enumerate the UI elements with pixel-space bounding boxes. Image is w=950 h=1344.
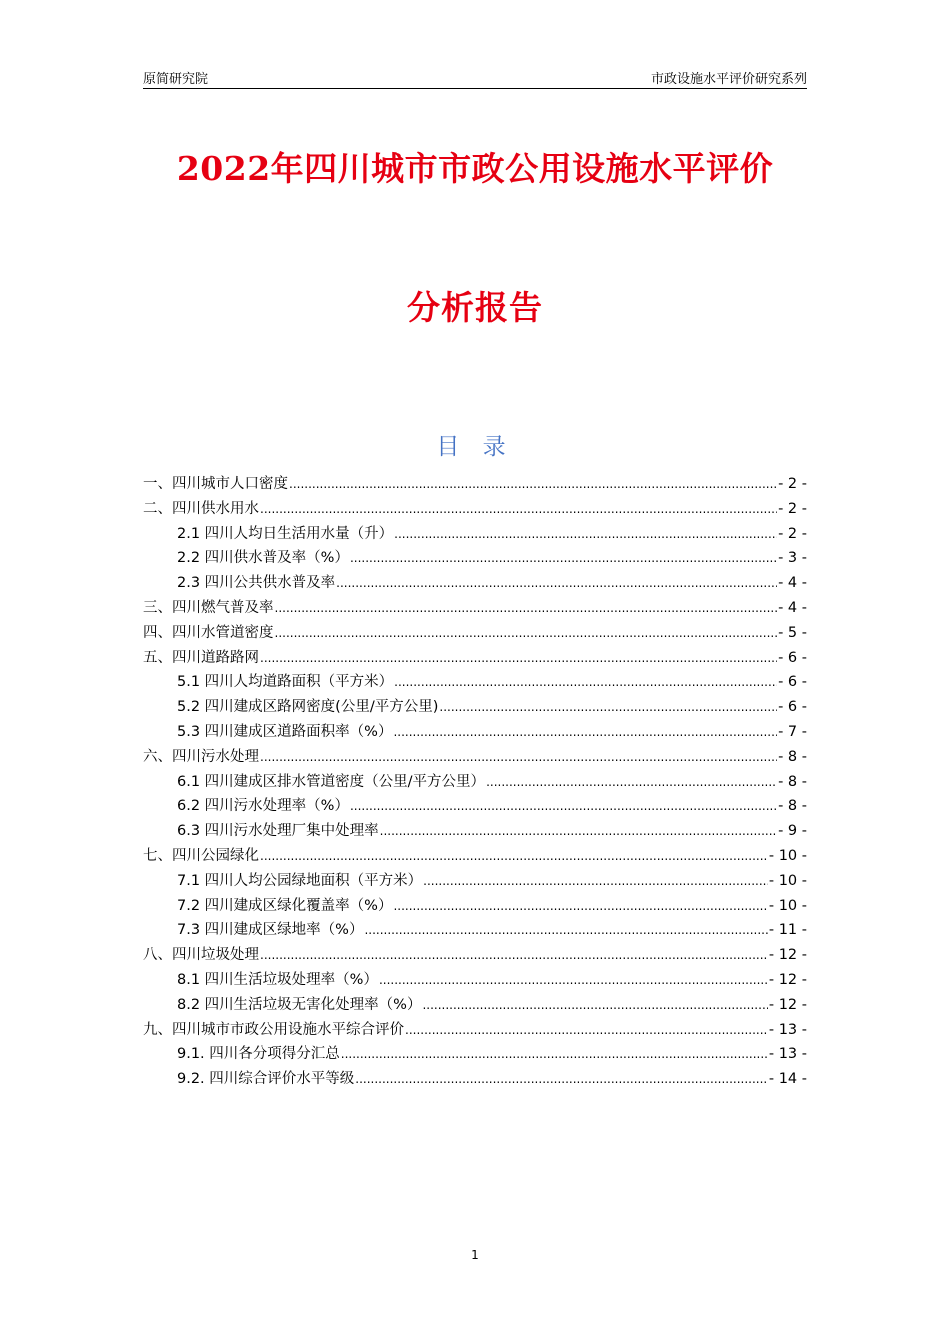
toc-entry-page: - 13 - bbox=[768, 1046, 807, 1063]
toc-entry-title: 9.1. 四川各分项得分汇总 bbox=[177, 1046, 340, 1063]
toc-entry-title: 6.2 四川污水处理率（%） bbox=[177, 798, 349, 815]
toc-dot-leader bbox=[336, 576, 777, 590]
toc-dot-leader bbox=[355, 1072, 768, 1086]
toc-entry-title: 四、四川水管道密度 bbox=[143, 624, 274, 641]
toc-entry-page: - 6 - bbox=[778, 674, 807, 691]
toc-entry-title: 5.1 四川人均道路面积（平方米） bbox=[177, 674, 394, 691]
toc-entry-title: 二、四川供水用水 bbox=[143, 500, 259, 517]
document-title-line1: 2022年四川城市市政公用设施水平评价 bbox=[176, 149, 774, 188]
document-title-line2: 分析报告 bbox=[407, 288, 543, 327]
toc-dot-leader bbox=[422, 998, 767, 1012]
toc-dot-leader bbox=[393, 725, 777, 739]
toc-dot-leader bbox=[260, 849, 768, 863]
toc-entry-title: 九、四川城市市政公用设施水平综合评价 bbox=[143, 1021, 404, 1038]
toc-entry[interactable] bbox=[143, 621, 807, 646]
toc-entry-title: 8.2 四川生活垃圾无害化处理率（%） bbox=[177, 996, 422, 1013]
toc-entry-title: 六、四川污水处理 bbox=[143, 748, 259, 765]
toc-dot-leader bbox=[380, 824, 777, 838]
toc-entry[interactable] bbox=[143, 770, 807, 795]
toc-entry[interactable] bbox=[143, 670, 807, 695]
toc-entry[interactable] bbox=[143, 1042, 807, 1067]
toc-dot-leader bbox=[486, 775, 777, 789]
toc-entry-title: 7.1 四川人均公园绿地面积（平方米） bbox=[177, 872, 423, 889]
toc-entry-page: - 10 - bbox=[768, 897, 807, 914]
toc-entry-page: - 4 - bbox=[778, 599, 807, 616]
toc-entry[interactable] bbox=[143, 943, 807, 968]
table-of-contents bbox=[143, 472, 807, 1092]
page-number: 1 bbox=[471, 1248, 479, 1262]
toc-entry-page: - 8 - bbox=[778, 773, 807, 790]
toc-entry[interactable] bbox=[143, 968, 807, 993]
toc-entry-title: 6.1 四川建成区排水管道密度（公里/平方公里） bbox=[177, 773, 486, 790]
toc-dot-leader bbox=[393, 899, 767, 913]
toc-entry[interactable] bbox=[143, 993, 807, 1018]
toc-entry[interactable] bbox=[143, 720, 807, 745]
toc-dot-leader bbox=[394, 675, 777, 689]
toc-dot-leader bbox=[341, 1047, 768, 1061]
toc-entry-page: - 12 - bbox=[768, 947, 807, 964]
toc-entry-page: - 8 - bbox=[778, 798, 807, 815]
toc-entry-page: - 2 - bbox=[778, 525, 807, 542]
toc-entry[interactable] bbox=[143, 794, 807, 819]
toc-entry[interactable] bbox=[143, 571, 807, 596]
toc-entry-page: - 14 - bbox=[768, 1071, 807, 1088]
toc-entry-page: - 9 - bbox=[778, 823, 807, 840]
toc-entry-title: 7.2 四川建成区绿化覆盖率（%） bbox=[177, 897, 393, 914]
header-divider bbox=[143, 88, 807, 89]
toc-entry[interactable] bbox=[143, 1067, 807, 1092]
toc-dot-leader bbox=[350, 799, 777, 813]
toc-dot-leader bbox=[275, 626, 778, 640]
toc-dot-leader bbox=[379, 973, 768, 987]
toc-entry-page: - 2 - bbox=[778, 476, 807, 492]
toc-entry-title: 一、四川城市人口密度 bbox=[143, 476, 288, 492]
toc-dot-leader bbox=[405, 1023, 768, 1037]
toc-entry-title: 八、四川垃圾处理 bbox=[143, 947, 259, 964]
toc-entry[interactable] bbox=[143, 546, 807, 571]
toc-entry[interactable] bbox=[143, 695, 807, 720]
toc-entry-page: - 10 - bbox=[768, 872, 807, 889]
toc-entry-page: - 5 - bbox=[778, 624, 807, 641]
toc-entry-page: - 8 - bbox=[778, 748, 807, 765]
toc-heading: 目 录 bbox=[436, 434, 514, 460]
toc-dot-leader bbox=[260, 651, 777, 665]
toc-entry-page: - 10 - bbox=[768, 847, 807, 864]
toc-entry-page: - 6 - bbox=[778, 699, 807, 716]
toc-entry[interactable] bbox=[143, 497, 807, 522]
toc-dot-leader bbox=[350, 551, 777, 565]
toc-entry[interactable] bbox=[143, 1018, 807, 1043]
toc-dot-leader bbox=[260, 750, 777, 764]
toc-entry-page: - 12 - bbox=[768, 971, 807, 988]
toc-entry-title: 2.3 四川公共供水普及率 bbox=[177, 575, 336, 592]
toc-entry-title: 6.3 四川污水处理厂集中处理率 bbox=[177, 823, 379, 840]
toc-entry-title: 2.1 四川人均日生活用水量（升） bbox=[177, 525, 394, 542]
toc-entry[interactable] bbox=[143, 819, 807, 844]
toc-entry[interactable] bbox=[143, 918, 807, 943]
toc-dot-leader bbox=[364, 923, 767, 937]
toc-entry-page: - 6 - bbox=[778, 649, 807, 666]
toc-entry[interactable] bbox=[143, 844, 807, 869]
toc-entry-page: - 7 - bbox=[778, 723, 807, 740]
toc-dot-leader bbox=[260, 502, 777, 516]
toc-entry[interactable] bbox=[143, 646, 807, 671]
toc-entry-title: 五、四川道路路网 bbox=[143, 649, 259, 666]
toc-dot-leader bbox=[439, 700, 777, 714]
toc-entry[interactable] bbox=[143, 472, 807, 497]
toc-entry-title: 5.2 四川建成区路网密度(公里/平方公里) bbox=[177, 699, 439, 716]
toc-entry-title: 三、四川燃气普及率 bbox=[143, 599, 274, 616]
toc-entry-title: 七、四川公园绿化 bbox=[143, 847, 259, 864]
toc-entry-title: 8.1 四川生活垃圾处理率（%） bbox=[177, 971, 378, 988]
toc-entry[interactable] bbox=[143, 894, 807, 919]
toc-dot-leader bbox=[423, 874, 768, 888]
toc-entry[interactable] bbox=[143, 745, 807, 770]
header-series: 市政设施水平评价研究系列 bbox=[650, 72, 807, 87]
toc-entry-title: 5.3 四川建成区道路面积率（%） bbox=[177, 723, 393, 740]
toc-entry-title: 2.2 四川供水普及率（%） bbox=[177, 550, 349, 567]
toc-entry[interactable] bbox=[143, 869, 807, 894]
toc-dot-leader bbox=[289, 477, 777, 491]
toc-entry-page: - 3 - bbox=[778, 550, 807, 567]
toc-entry-title: 9.2. 四川综合评价水平等级 bbox=[177, 1071, 355, 1088]
toc-entry[interactable] bbox=[143, 522, 807, 547]
toc-entry[interactable] bbox=[143, 596, 807, 621]
toc-dot-leader bbox=[275, 601, 778, 615]
toc-entry-page: - 2 - bbox=[778, 500, 807, 517]
toc-entry-title: 7.3 四川建成区绿地率（%） bbox=[177, 922, 364, 939]
toc-entry-page: - 11 - bbox=[768, 922, 807, 939]
toc-dot-leader bbox=[394, 527, 777, 541]
toc-entry-page: - 12 - bbox=[768, 996, 807, 1013]
toc-dot-leader bbox=[260, 948, 768, 962]
toc-entry-page: - 13 - bbox=[768, 1021, 807, 1038]
toc-entry-page: - 4 - bbox=[778, 575, 807, 592]
header-publisher: 原简研究院 bbox=[143, 72, 209, 87]
